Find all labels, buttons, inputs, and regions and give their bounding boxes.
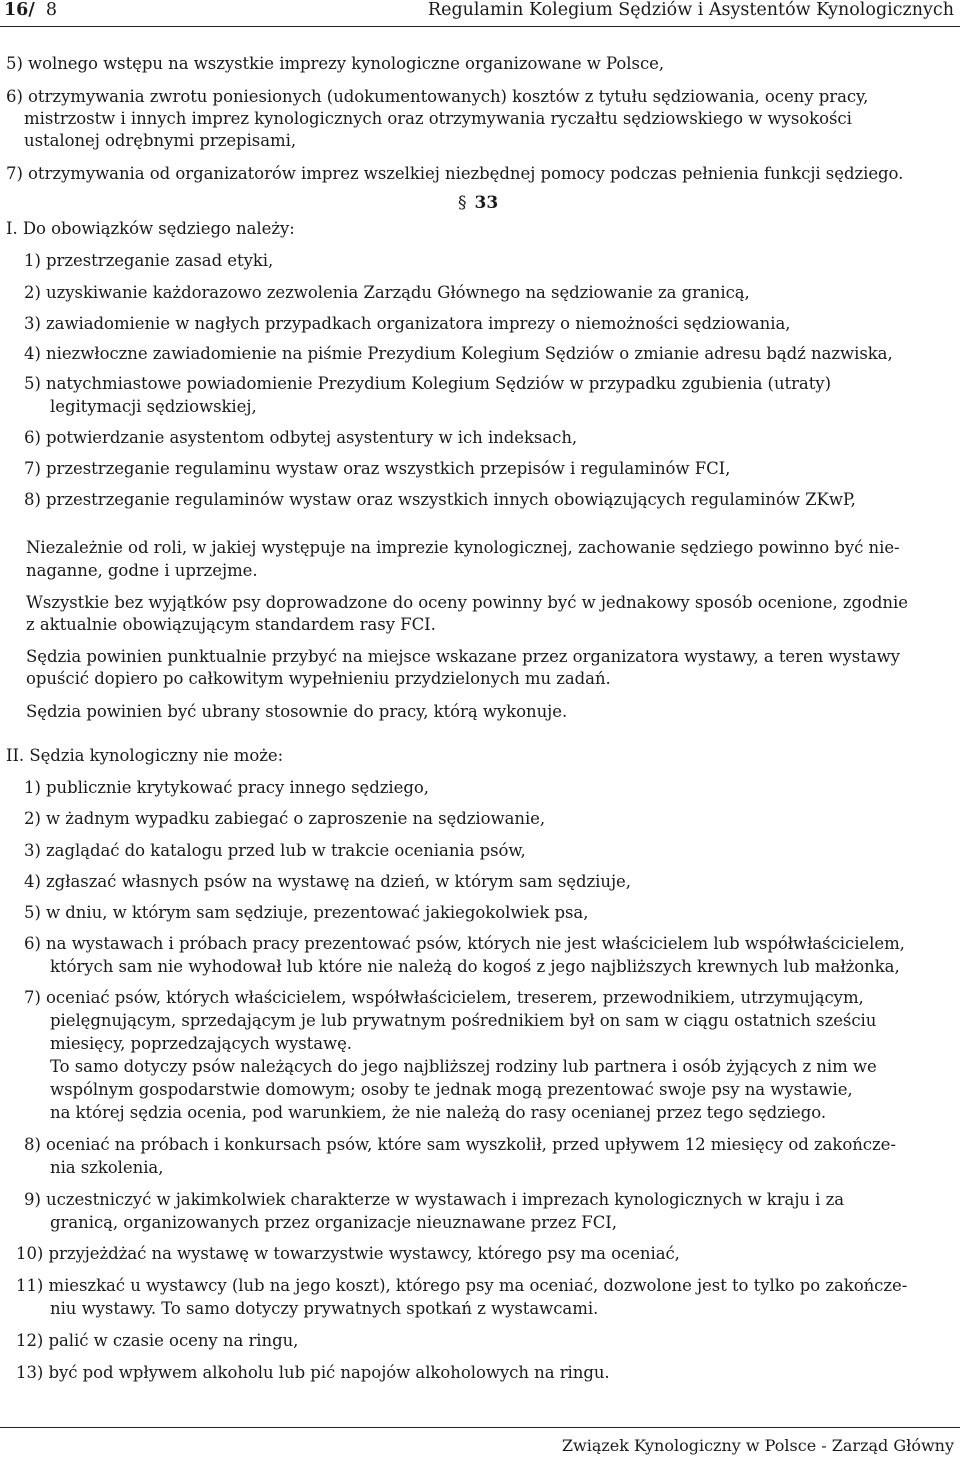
list-item-6-cont-2: ustalonej odrębnymi przepisami, (24, 131, 297, 150)
prohibition-item-6-cont: których sam nie wyhodował lub które nie należą do kogoś z jego najbliższych krewnych lub małżonka, (50, 957, 900, 976)
page-footer (0, 1427, 960, 1458)
list-item-6: 6) otrzymywania zwrotu poniesionych (udokumentowanych) kosztów z tytułu sędziowania, oceny pracy, (6, 87, 869, 106)
conduct-paragraph: Niezależnie od roli, w jakiej występuje na imprezie kynologicznej, zachowanie sędziego powinno być nie- (26, 538, 900, 557)
prohibition-item-10: 10) przyjeżdżać na wystawę w towarzystwie wystawcy, którego psy ma oceniać, (16, 1244, 680, 1263)
page-header (0, 0, 960, 27)
duty-item-8: 8) przestrzeganie regulaminów wystaw oraz wszystkich innych obowiązujących regulaminów ZKwP, (24, 490, 856, 509)
duty-item-7: 7) przestrzeganie regulaminu wystaw oraz wszystkich przepisów i regulaminów FCI, (24, 459, 731, 478)
prohibition-item-1: 1) publicznie krytykować pracy innego sędziego, (24, 778, 429, 797)
list-item-6-cont-1: mistrzostw i innych imprez kynologicznych oraz otrzymywania ryczałtu sędziowskiego w wysokości (24, 109, 852, 128)
section-number: 33 (474, 193, 499, 213)
document-title: Regulamin Kolegium Sędziów i Asystentów Kynologicznych (427, 0, 954, 20)
duty-item-4: 4) niezwłoczne zawiadomienie na piśmie Prezydium Kolegium Sędziów o zmianie adresu bądź nazwiska, (24, 344, 893, 363)
section-heading (458, 193, 498, 213)
prohibition-item-8: 8) oceniać na próbach i konkursach psów, które sam wyszkolił, przed upływem 12 miesięcy od zakończe- (24, 1135, 896, 1154)
prohibition-item-5: 5) w dniu, w którym sam sędziuje, prezentować jakiegokolwiek psa, (24, 903, 589, 922)
conduct-paragraph-cont: naganne, godne i uprzejme. (26, 561, 258, 580)
prohibition-item-4: 4) zgłaszać własnych psów na wystawę na dzień, w którym sam sędziuje, (24, 872, 631, 891)
prohibition-item-12: 12) palić w czasie oceny na ringu, (16, 1331, 299, 1350)
prohibition-item-8-cont: nia szkolenia, (50, 1158, 164, 1177)
page-number-current: 16/ (4, 0, 35, 20)
duty-item-5: 5) natychmiastowe powiadomienie Prezydium Kolegium Sędziów w przypadku zgubienia (utraty) (24, 374, 831, 393)
family-note-cont-1: wspólnym gospodarstwie domowym; osoby te jednak mogą prezentować swoje psy na wystawie, (50, 1080, 853, 1099)
prohibition-item-13: 13) być pod wpływem alkoholu lub pić napojów alkoholowych na ringu. (16, 1363, 610, 1382)
prohibition-item-9-cont: granicą, organizowanych przez organizacje nieuznawane przez FCI, (50, 1213, 617, 1232)
prohibitions-heading: II. Sędzia kynologiczny nie może: (6, 746, 284, 765)
prohibition-item-6: 6) na wystawach i próbach pracy prezentować psów, których nie jest właścicielem lub współwłaścicielem, (24, 934, 905, 953)
duty-item-6: 6) potwierdzanie asystentom odbytej asystentury w ich indeksach, (24, 428, 578, 447)
prohibition-item-7-cont-2: miesięcy, poprzedzających wystawę. (50, 1034, 352, 1053)
duties-heading: I. Do obowiązków sędziego należy: (6, 219, 295, 238)
page-number-total: 8 (45, 0, 58, 20)
section-symbol: § (458, 193, 467, 213)
prohibition-item-11: 11) mieszkać u wystawcy (lub na jego koszt), którego psy ma oceniać, dozwolone jest to tylko po zakończe- (16, 1276, 908, 1295)
duty-item-2: 2) uzyskiwanie każdorazowo zezwolenia Zarządu Głównego na sędziowanie za granicą, (24, 283, 750, 302)
evaluation-paragraph-cont: z aktualnie obowiązującym standardem rasy FCI. (26, 615, 436, 634)
prohibition-item-7-cont-1: pielęgnującym, sprzedającym je lub prywatnym pośrednikiem był on sam w ciągu ostatnich sześciu (50, 1011, 877, 1030)
footer-organization: Związek Kynologiczny w Polsce - Zarząd Główny (561, 1436, 954, 1455)
prohibition-item-2: 2) w żadnym wypadku zabiegać o zaproszenie na sędziowanie, (24, 809, 546, 828)
prohibition-item-7: 7) oceniać psów, których właścicielem, współwłaścicielem, treserem, przewodnikiem, utrzymującym, (24, 988, 864, 1007)
punctuality-paragraph: Sędzia powinien punktualnie przybyć na miejsce wskazane przez organizatora wystawy, a teren wystawy (26, 647, 900, 666)
evaluation-paragraph: Wszystkie bez wyjątków psy doprowadzone do oceny powinny być w jednakowy sposób ocenione, zgodnie (26, 593, 908, 612)
punctuality-paragraph-cont: opuścić dopiero po całkowitym wypełnieniu przydzielonych mu zadań. (26, 669, 611, 688)
attire-paragraph: Sędzia powinien być ubrany stosownie do pracy, którą wykonuje. (26, 702, 568, 721)
duty-item-3: 3) zawiadomienie w nagłych przypadkach organizatora imprezy o niemożności sędziowania, (24, 314, 791, 333)
prohibition-item-11-cont: niu wystawy. To samo dotyczy prywatnych spotkań z wystawcami. (50, 1299, 599, 1318)
prohibition-item-9: 9) uczestniczyć w jakimkolwiek charakterze w wystawach i imprezach kynologicznych w kraju i za (24, 1190, 845, 1209)
list-item-7: 7) otrzymywania od organizatorów imprez wszelkiej niezbędnej pomocy podczas pełnienia funkcji sędziego. (6, 164, 904, 183)
duty-item-1: 1) przestrzeganie zasad etyki, (24, 251, 274, 270)
page-number (4, 0, 57, 20)
list-item-5: 5) wolnego wstępu na wszystkie imprezy kynologiczne organizowane w Polsce, (6, 54, 665, 73)
family-note-cont-2: na której sędzia ocenia, pod warunkiem, że nie należą do rasy ocenianej przez tego sędziego. (50, 1103, 827, 1122)
family-note: To samo dotyczy psów należących do jego najbliższej rodziny lub partnera i osób żyjących z nim we (50, 1057, 877, 1076)
prohibition-item-3: 3) zaglądać do katalogu przed lub w trakcie oceniania psów, (24, 841, 526, 860)
duty-item-5-cont: legitymacji sędziowskiej, (50, 397, 257, 416)
